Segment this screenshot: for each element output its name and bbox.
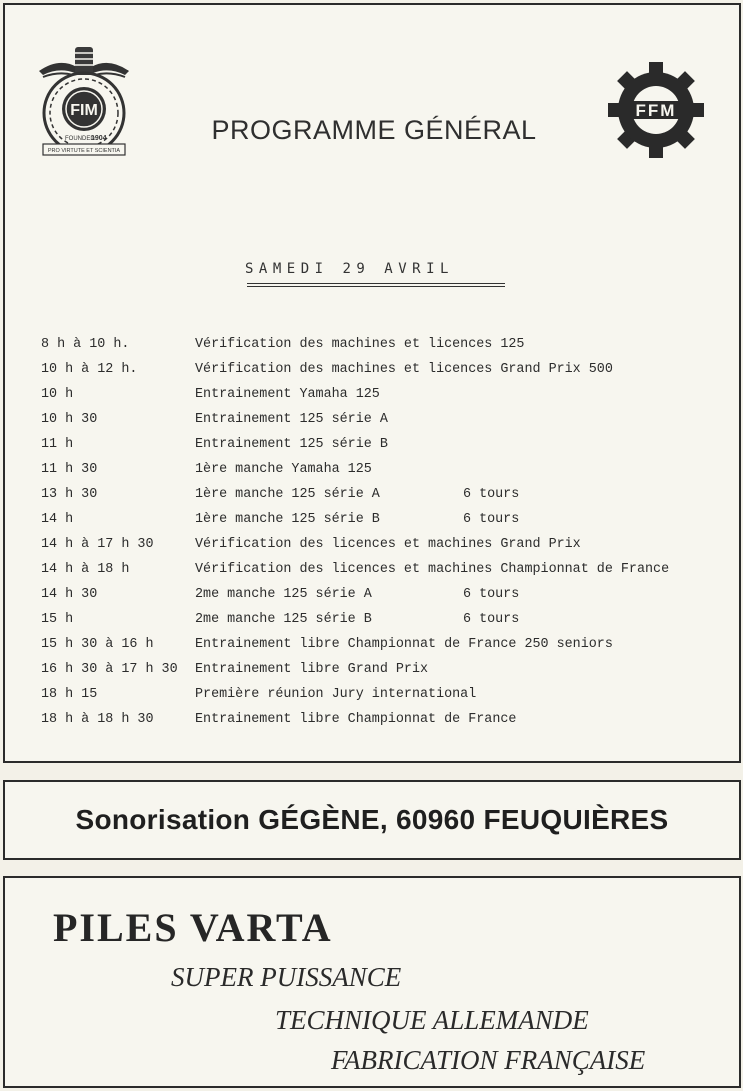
schedule-row <box>41 607 741 632</box>
fim-motto-text: PRO VIRTUTE ET SCIENTIA <box>47 148 121 154</box>
schedule-row <box>41 332 741 357</box>
schedule-row <box>41 432 741 457</box>
schedule-event: Vérification des licences et machines Championnat de France <box>195 562 670 577</box>
schedule-time: 18 h 15 <box>41 687 98 702</box>
schedule-time: 11 h <box>41 437 74 452</box>
schedule-event: 1ère manche 125 série B <box>195 512 380 527</box>
schedule-time: 15 h <box>41 612 74 627</box>
schedule-event: Vérification des machines et licences 125 <box>195 337 525 352</box>
schedule-time: 10 h 30 <box>41 412 98 427</box>
schedule-time: 14 h <box>41 512 74 527</box>
schedule-event: Vérification des licences et machines Grand Prix <box>195 537 581 552</box>
schedule-row <box>41 582 741 607</box>
schedule-list <box>41 332 741 732</box>
schedule-laps: 6 tours <box>463 487 520 502</box>
schedule-time: 14 h à 17 h 30 <box>41 537 154 552</box>
varta-tagline-1: SUPER PUISSANCE <box>171 962 402 992</box>
schedule-time: 15 h 30 à 16 h <box>41 637 154 652</box>
schedule-event: Première réunion Jury international <box>195 687 477 702</box>
sonorisation-ad <box>3 780 741 860</box>
schedule-time: 11 h 30 <box>41 462 98 477</box>
programme-panel <box>3 3 741 763</box>
varta-ad <box>3 876 741 1088</box>
schedule-time: 16 h 30 à 17 h 30 <box>41 662 178 677</box>
varta-tagline-3: FABRICATION FRANÇAISE <box>331 1045 646 1075</box>
schedule-row <box>41 407 741 432</box>
fim-emblem-text: FIM <box>70 102 98 119</box>
schedule-time: 13 h 30 <box>41 487 98 502</box>
schedule-event: Entrainement libre Grand Prix <box>195 662 429 677</box>
schedule-time: 14 h 30 <box>41 587 98 602</box>
schedule-laps: 6 tours <box>463 512 520 527</box>
schedule-row <box>41 557 741 582</box>
schedule-time: 14 h à 18 h <box>41 562 130 577</box>
varta-brand: PILES VARTA <box>53 905 333 950</box>
schedule-event: Entrainement Yamaha 125 <box>195 387 380 402</box>
schedule-time: 10 h à 12 h. <box>41 362 138 377</box>
schedule-row <box>41 532 741 557</box>
varta-tagline-2: TECHNIQUE ALLEMANDE <box>275 1005 589 1035</box>
date-heading: SAMEDI 29 AVRIL <box>245 261 454 277</box>
schedule-laps: 6 tours <box>463 612 520 627</box>
schedule-event: Entrainement 125 série A <box>195 412 388 427</box>
schedule-row <box>41 507 741 532</box>
schedule-event: Entrainement libre Championnat de France <box>195 712 517 727</box>
sonorisation-ad-text: Sonorisation GÉGÈNE, 60960 FEUQUIÈRES <box>75 804 669 835</box>
page-title: PROGRAMME GÉNÉRAL <box>211 115 537 145</box>
schedule-laps: 6 tours <box>463 587 520 602</box>
date-underline <box>247 283 505 287</box>
schedule-event: Vérification des machines et licences Grand Prix 500 <box>195 362 613 377</box>
schedule-event: 1ère manche 125 série A <box>195 487 380 502</box>
schedule-time: 8 h à 10 h. <box>41 337 130 352</box>
schedule-row <box>41 682 741 707</box>
fim-logo <box>29 43 139 165</box>
schedule-row <box>41 632 741 657</box>
schedule-event: Entrainement libre Championnat de France 250 seniors <box>195 637 613 652</box>
schedule-event: 2me manche 125 série A <box>195 587 372 602</box>
fim-founded-text: FOUNDED <box>65 136 95 142</box>
schedule-event: Entrainement 125 série B <box>195 437 388 452</box>
ffm-emblem-text: FFM <box>635 101 677 120</box>
schedule-row <box>41 707 741 732</box>
schedule-row <box>41 482 741 507</box>
schedule-event: 1ère manche Yamaha 125 <box>195 462 372 477</box>
schedule-row <box>41 457 741 482</box>
schedule-event: 2me manche 125 série B <box>195 612 372 627</box>
schedule-time: 18 h à 18 h 30 <box>41 712 154 727</box>
schedule-row <box>41 657 741 682</box>
fim-year-text: 1904 <box>91 135 107 142</box>
schedule-row <box>41 382 741 407</box>
schedule-row <box>41 357 741 382</box>
schedule-time: 10 h <box>41 387 74 402</box>
